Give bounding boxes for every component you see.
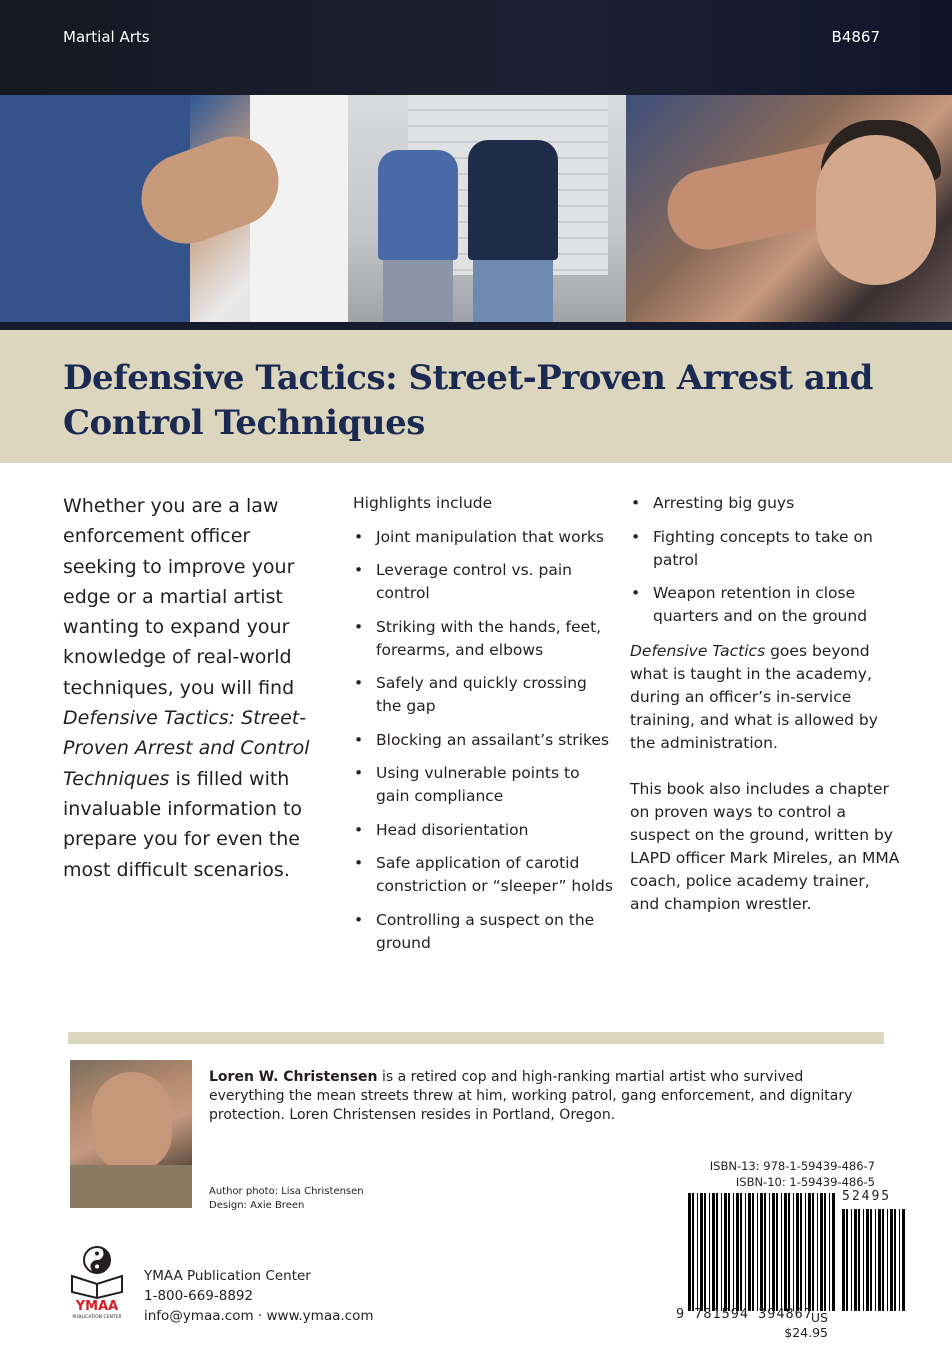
barcode-bar [764, 1193, 766, 1311]
logo-subtext: PUBLICATION CENTER [72, 1315, 122, 1320]
highlight-item: • Joint manipulation that works [353, 526, 613, 549]
barcode-bar [752, 1193, 754, 1311]
barcode-bar [820, 1193, 823, 1311]
barcode-bar [842, 1209, 845, 1311]
section-divider [68, 1032, 884, 1044]
barcode-bar [736, 1193, 739, 1311]
category-label: Martial Arts [63, 28, 150, 46]
photo-officer-wrist-lock [0, 95, 348, 325]
highlights-list-continued [630, 492, 900, 628]
book-code: B4867 [831, 28, 880, 46]
author-name: Loren W. Christensen [209, 1069, 378, 1085]
barcode-bar [863, 1209, 864, 1311]
barcode-bar [858, 1209, 860, 1311]
ymaa-logo [68, 1240, 126, 1320]
barcode-bar [851, 1209, 852, 1311]
barcode-bar [878, 1209, 881, 1311]
barcode-bar [796, 1193, 799, 1311]
author-photo [70, 1060, 192, 1208]
credits [209, 1185, 364, 1213]
highlight-item: • Striking with the hands, feet, forearms, and elbows [353, 616, 613, 662]
highlight-item: • Safely and quickly crossing the gap [353, 672, 613, 718]
barcode-number: 9 781594 394867 [676, 1306, 813, 1322]
publisher-contact: info@ymaa.com · www.ymaa.com [144, 1308, 374, 1324]
barcode-bar [824, 1193, 826, 1311]
barcode-bar [800, 1193, 802, 1311]
description-book-title: Defensive Tactics [630, 642, 766, 660]
barcode-addon-number: 52495 [842, 1189, 892, 1204]
barcode-bar [757, 1193, 758, 1311]
barcode-bar [772, 1193, 775, 1311]
barcode-bar [709, 1193, 710, 1311]
barcode-bar [846, 1209, 848, 1311]
author-bio [209, 1068, 879, 1125]
highlight-item: • Head disorientation [353, 819, 613, 842]
photo-head-push-technique [348, 95, 626, 325]
logo-text: YMAA [75, 1299, 119, 1314]
barcode-bar [866, 1209, 869, 1311]
highlight-item: • Using vulnerable points to gain compliance [353, 762, 613, 808]
book-title: Defensive Tactics: Street-Proven Arrest and Control Techniques [63, 358, 873, 443]
highlight-item: • Arresting big guys [630, 492, 900, 515]
price: US $24.95 [784, 1310, 828, 1340]
photo-divider-strip [0, 322, 952, 330]
barcode-bar [788, 1193, 790, 1311]
highlight-item: • Blocking an assailant’s strikes [353, 729, 613, 752]
highlights-column [353, 492, 613, 965]
intro-text-end: is filled with invaluable information to prepare you for even the most difficult scenarios. [63, 767, 303, 881]
barcode-bar [854, 1209, 857, 1311]
barcode-bar [805, 1193, 806, 1311]
barcode-main-bars [688, 1193, 836, 1311]
barcode-bar [712, 1193, 715, 1311]
publisher-phone: 1-800-669-8892 [144, 1288, 254, 1304]
barcode-bar [745, 1193, 746, 1311]
barcode-bar [784, 1193, 787, 1311]
barcode-bar [688, 1193, 691, 1311]
barcode-bar [733, 1193, 734, 1311]
barcode-bar [748, 1193, 751, 1311]
barcode-bar [902, 1209, 905, 1311]
author-bio-text: is a retired cop and high-ranking martial artist who survived everything the mean streets threw at him, working patrol, gang enforcement, and dignitary protection. Loren Christensen resides in Portland, Oregon. [209, 1069, 853, 1123]
description-paragraph-1 [630, 640, 900, 755]
barcode-bar [769, 1193, 770, 1311]
isbn-13: ISBN-13: 978-1-59439-486-7 [709, 1159, 875, 1173]
barcode-addon-bars [842, 1209, 908, 1311]
barcode-bar [887, 1209, 888, 1311]
barcode-bar [829, 1193, 830, 1311]
barcode-bar [760, 1193, 763, 1311]
barcode-bar [808, 1193, 811, 1311]
barcode-bar [721, 1193, 722, 1311]
highlight-item: • Leverage control vs. pain control [353, 559, 613, 605]
barcode-bar [692, 1193, 694, 1311]
barcode-bar [793, 1193, 794, 1311]
top-bar [0, 0, 952, 95]
isbn-10: ISBN-10: 1-59439-486-5 [735, 1175, 875, 1189]
publisher-info [144, 1266, 374, 1326]
barcode-bar [740, 1193, 742, 1311]
description-paragraph-2: This book also includes a chapter on proven ways to control a suspect on the ground, written by LAPD officer Mark Mireles, an MMA coach, police academy trainer, and champion wrestler. [630, 780, 900, 913]
publisher-name: YMAA Publication Center [144, 1268, 311, 1284]
barcode-bar [716, 1193, 718, 1311]
photo-credit: Author photo: Lisa Christensen [209, 1186, 364, 1197]
barcode-bar [776, 1193, 778, 1311]
title-band [0, 330, 952, 463]
intro-text-start: Whether you are a law enforcement officer seeking to improve your edge or a martial artist wanting to expand your knowledge of real-world techniques, you will find [63, 495, 295, 699]
barcode-bar [899, 1209, 900, 1311]
barcode-bar [890, 1209, 893, 1311]
barcode-bar [704, 1193, 706, 1311]
design-credit: Design: Axie Breen [209, 1200, 305, 1211]
barcode-bar [832, 1193, 835, 1311]
highlight-item: • Weapon retention in close quarters and on the ground [630, 582, 900, 628]
isbn-block [690, 1158, 875, 1190]
right-column [630, 492, 900, 939]
barcode-bar [817, 1193, 818, 1311]
barcode-bar [875, 1209, 876, 1311]
barcode-bar [870, 1209, 872, 1311]
barcode-bar [697, 1193, 698, 1311]
description-text: goes beyond what is taught in the academy, during an officer’s in-service training, and what is allowed by the administration. [630, 642, 878, 752]
photo-neck-hold [626, 95, 952, 325]
highlight-item: • Fighting concepts to take on patrol [630, 526, 900, 572]
highlight-item: • Controlling a suspect on the ground [353, 909, 613, 955]
barcode-bar [728, 1193, 730, 1311]
cover-photo-strip [0, 95, 952, 325]
highlights-heading: Highlights include [353, 494, 493, 512]
highlights-list [353, 526, 613, 955]
barcode-bar [812, 1193, 814, 1311]
barcode-bar [724, 1193, 727, 1311]
barcode-bar [882, 1209, 884, 1311]
barcode-bar [781, 1193, 782, 1311]
barcode-bar [894, 1209, 896, 1311]
barcode-bar [700, 1193, 703, 1311]
intro-paragraph [63, 491, 325, 885]
intro-book-title: Defensive Tactics: Street-Proven Arrest and Control Techniques [63, 707, 310, 790]
highlight-item: • Safe application of carotid constriction or “sleeper” holds [353, 852, 613, 898]
